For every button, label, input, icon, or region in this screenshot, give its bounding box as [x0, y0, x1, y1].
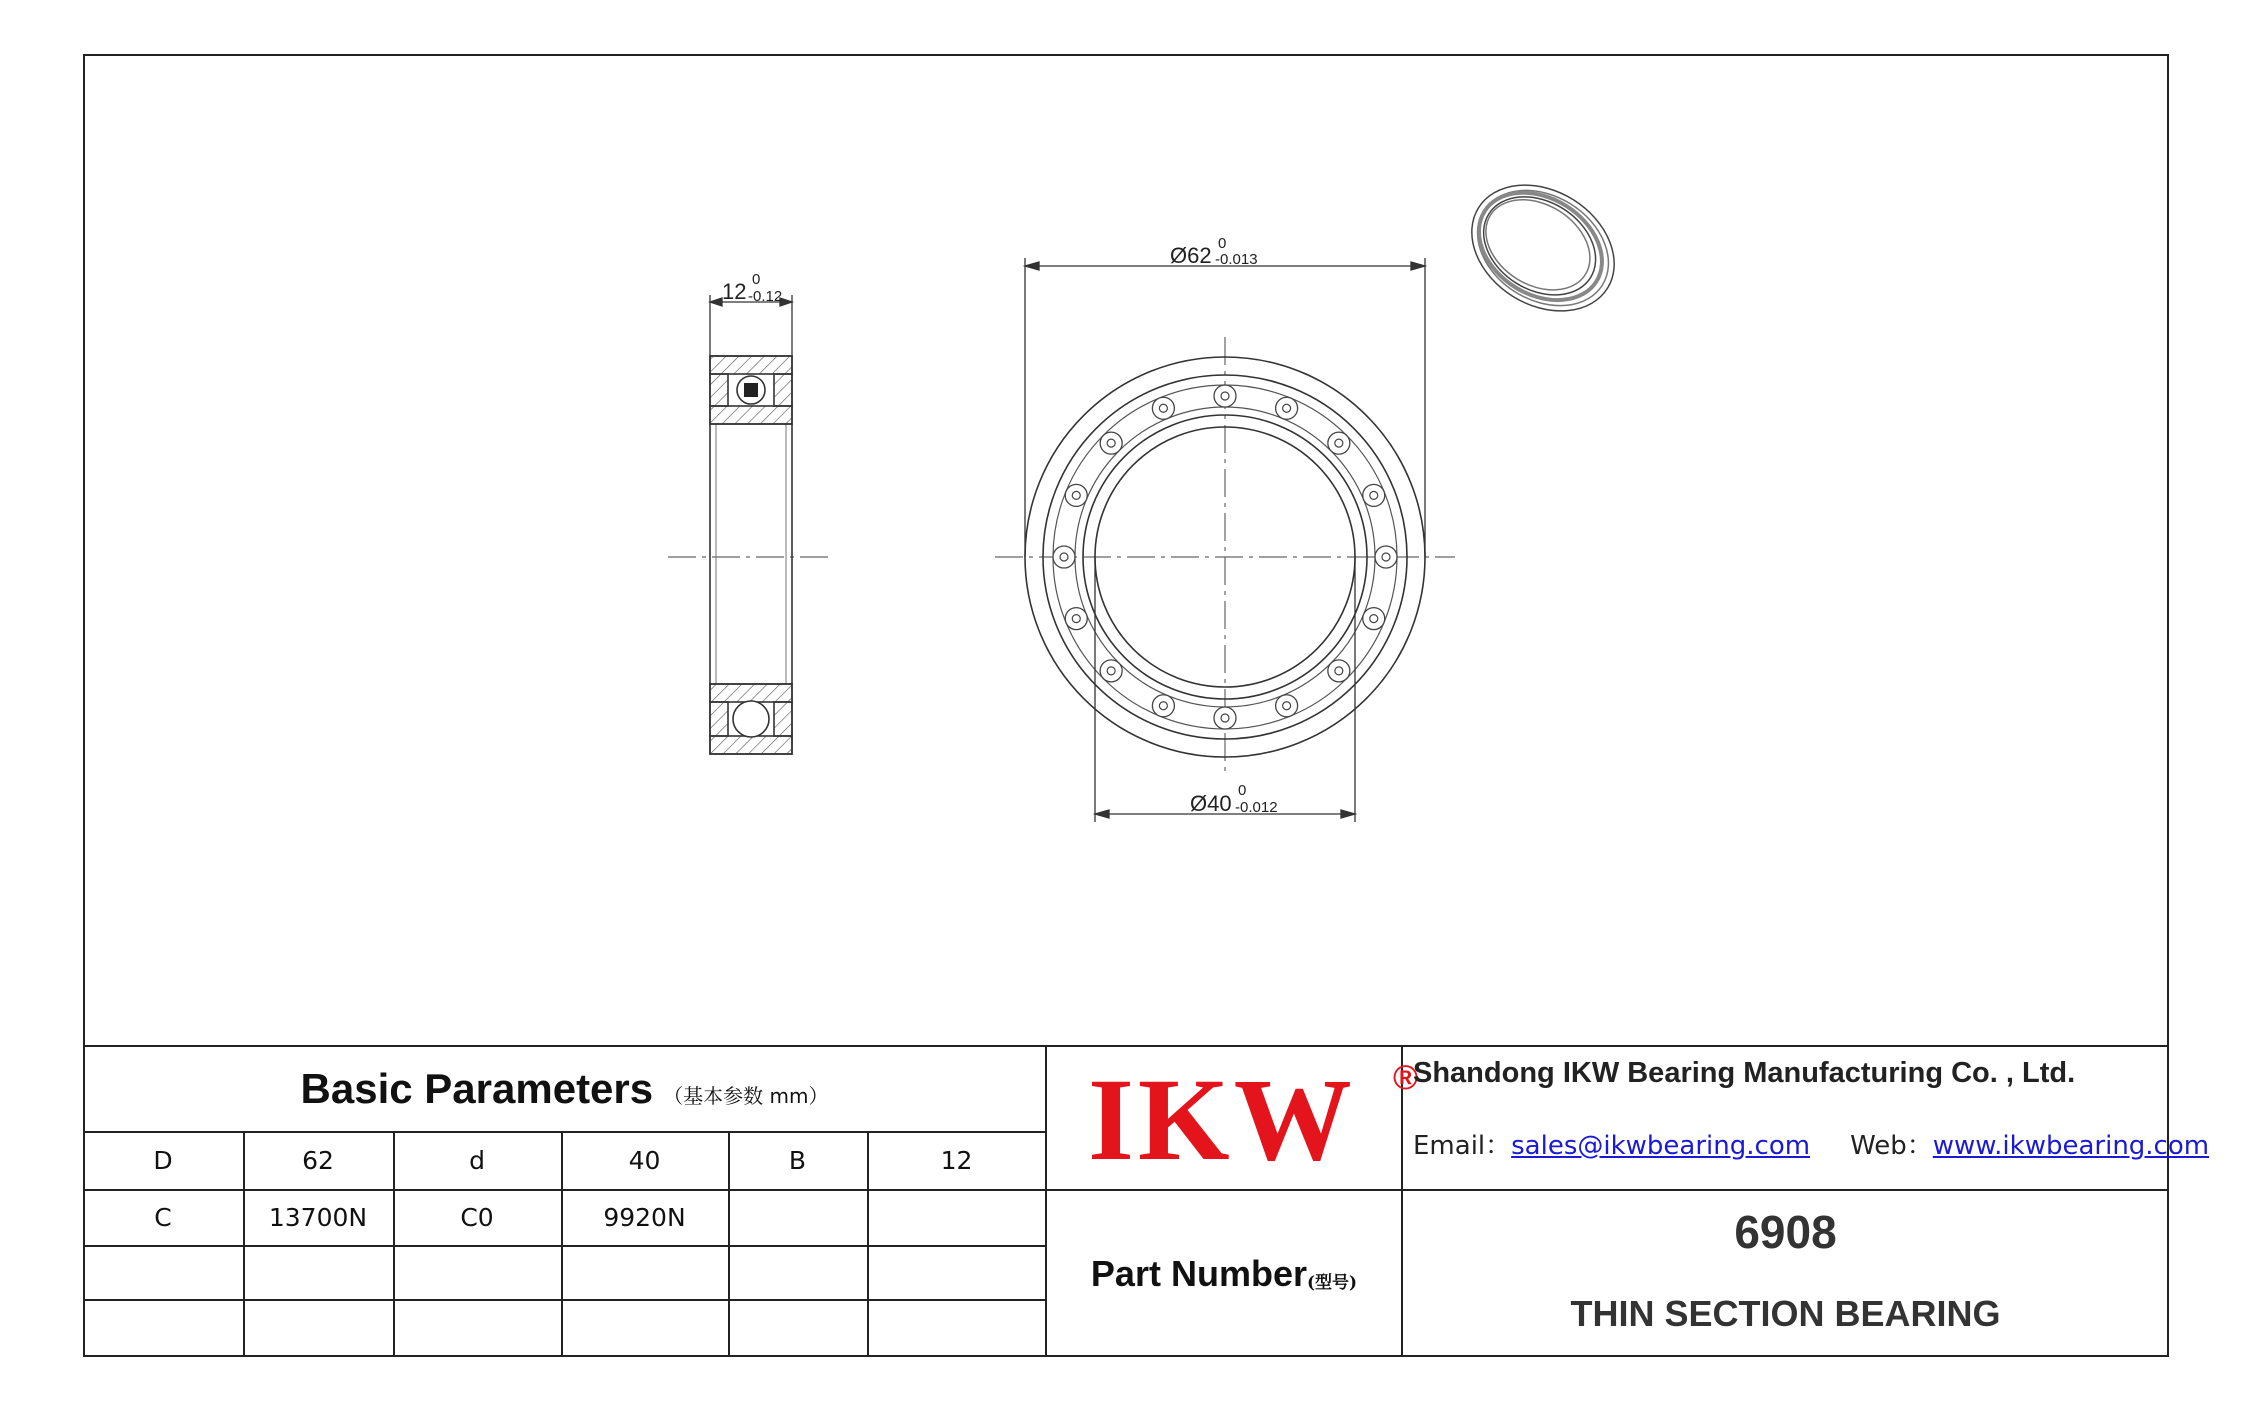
- width-dim-nominal: 12: [722, 279, 747, 304]
- isometric-view: [1448, 159, 1637, 336]
- param-cell: 40: [628, 1145, 661, 1175]
- bottom-ball: [733, 701, 769, 737]
- ball: [1363, 484, 1385, 506]
- top-ring-section: [710, 356, 792, 424]
- email-link[interactable]: sales@ikwbearing.com: [1511, 1131, 1811, 1161]
- ball: [1214, 385, 1236, 407]
- od-dim-lower: -0.013: [1215, 251, 1258, 268]
- od-dim-nominal: Ø62: [1170, 243, 1212, 268]
- ball: [1152, 695, 1174, 717]
- param-cell: [83, 1299, 243, 1357]
- param-cell: 12: [940, 1145, 973, 1175]
- ball: [1053, 546, 1075, 568]
- param-cell: B: [788, 1145, 807, 1175]
- part-number-label: [1046, 1190, 1402, 1357]
- param-cell: C: [154, 1202, 172, 1232]
- param-cell: [728, 1299, 867, 1357]
- title-block: [83, 1045, 2210, 1357]
- param-cell: [728, 1245, 867, 1299]
- ball: [1375, 546, 1397, 568]
- basic-parameters-title: [83, 1045, 1046, 1132]
- section-view: [668, 271, 832, 754]
- ikw-logo: [1088, 1055, 1418, 1185]
- ball: [1065, 484, 1087, 506]
- contact-line: [1413, 1125, 2209, 1162]
- param-cell: 13700N: [268, 1202, 368, 1232]
- part-number-label-sub: (型号): [1306, 1273, 1358, 1293]
- basic-parameters-units: （基本参数 mm）: [663, 1084, 829, 1108]
- param-cell: [561, 1245, 728, 1299]
- part-description: THIN SECTION BEARING: [1570, 1293, 2001, 1334]
- param-cell: [867, 1299, 1046, 1357]
- param-cell: d: [469, 1145, 485, 1175]
- param-cell: [243, 1245, 393, 1299]
- param-cell: [561, 1299, 728, 1357]
- param-cell: [83, 1245, 243, 1299]
- param-cell: [867, 1245, 1046, 1299]
- ball: [1328, 432, 1350, 454]
- part-number-label-text: Part Number: [1090, 1252, 1307, 1294]
- part-number-value: 6908: [1734, 1206, 1837, 1258]
- param-cell: 62: [302, 1145, 334, 1175]
- web-link[interactable]: www.ikwbearing.com: [1932, 1131, 2210, 1161]
- param-cell: [728, 1189, 867, 1245]
- param-cell: 9920N: [603, 1202, 686, 1232]
- param-cell: [867, 1189, 1046, 1245]
- basic-parameters-heading: Basic Parameters: [300, 1064, 654, 1112]
- registered-mark: ®: [1392, 1059, 1418, 1097]
- ball: [1152, 397, 1174, 419]
- id-dim-upper: 0: [1238, 782, 1247, 799]
- id-dim-lower: -0.012: [1235, 799, 1278, 816]
- param-cell: C0: [460, 1202, 494, 1232]
- email-label: Email：: [1413, 1131, 1512, 1161]
- ball: [1363, 608, 1385, 630]
- od-dim-upper: 0: [1218, 235, 1227, 252]
- param-cell: [393, 1299, 561, 1357]
- width-dim-upper: 0: [752, 271, 761, 288]
- bottom-ring-section: [710, 684, 792, 754]
- param-cell: [243, 1299, 393, 1357]
- ball: [1276, 397, 1298, 419]
- ball: [1214, 707, 1236, 729]
- width-dim-lower: -0.12: [748, 288, 783, 305]
- web-label: Web：: [1850, 1131, 1933, 1161]
- param-cell: D: [153, 1145, 173, 1175]
- ball: [1100, 432, 1122, 454]
- ball: [1100, 660, 1122, 682]
- logo-text: IKW: [1088, 1054, 1356, 1185]
- id-dim-nominal: Ø40: [1190, 791, 1232, 816]
- company-name: Shandong IKW Bearing Manufacturing Co. , Ltd.: [1413, 1057, 2076, 1089]
- front-view: [995, 258, 1455, 822]
- ball: [1328, 660, 1350, 682]
- param-cell: [393, 1245, 561, 1299]
- ball: [1276, 695, 1298, 717]
- ball: [1065, 608, 1087, 630]
